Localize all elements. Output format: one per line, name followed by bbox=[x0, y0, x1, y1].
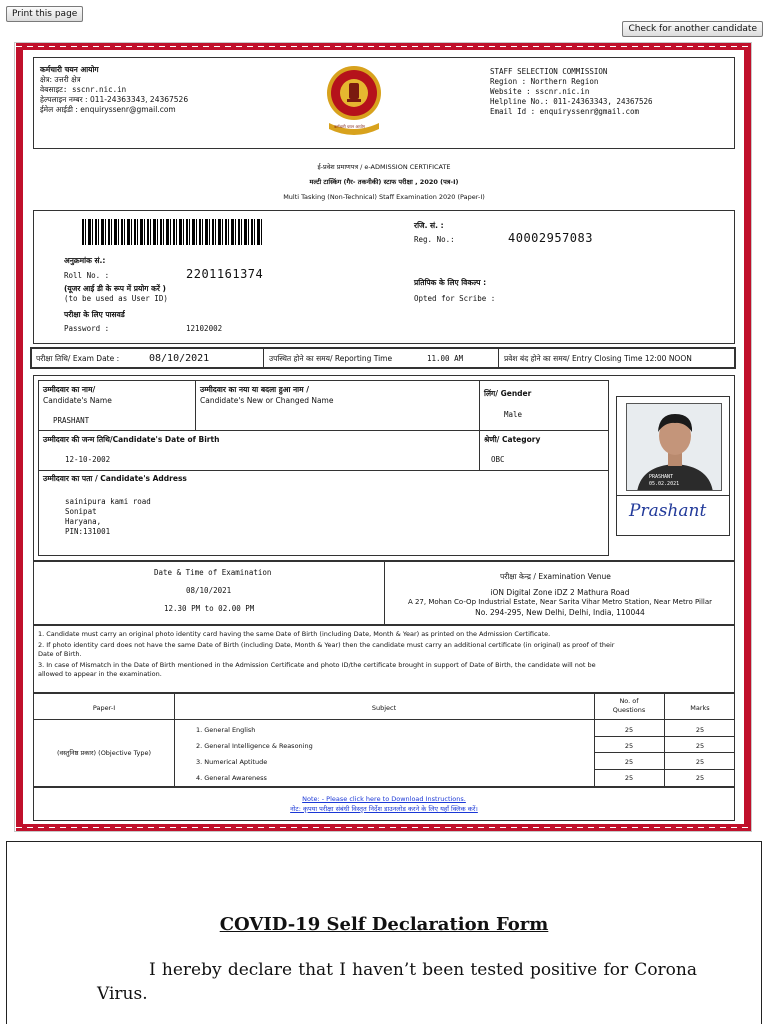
marks-row-4: 25 bbox=[695, 774, 705, 782]
roll-no-label-hi: अनुक्रमांक सं.: bbox=[64, 256, 106, 265]
header-right-line-1: STAFF SELECTION COMMISSION bbox=[490, 67, 608, 76]
exam-time-text: 12.30 PM to 02.00 PM bbox=[164, 604, 255, 613]
gender-label: लिंग/ Gender bbox=[484, 389, 532, 398]
ssc-seal-logo bbox=[325, 63, 383, 139]
gender-value: Male bbox=[504, 410, 523, 419]
print-page-button[interactable]: Print this page bbox=[6, 6, 83, 22]
questions-row-3: 25 bbox=[624, 758, 634, 766]
password-label-en: Password : bbox=[64, 324, 110, 333]
candidate-details-table bbox=[38, 380, 609, 556]
dob-value: 12-10-2002 bbox=[65, 455, 111, 464]
header-right-line-3: Website : sscnr.nic.in bbox=[490, 87, 590, 96]
title-line-2: मल्टी टास्किंग (गैर- तकनीकी) स्टाफ परीक्षा , 2020 (पत्र-I) bbox=[309, 178, 459, 186]
marks-row-2: 25 bbox=[695, 742, 705, 750]
category-label: श्रेणी/ Category bbox=[484, 435, 541, 444]
user-id-note-en: (to be used as User ID) bbox=[64, 294, 168, 303]
candidate-name-value: PRASHANT bbox=[53, 416, 90, 425]
questions-row-4: 25 bbox=[624, 774, 634, 782]
dob-label: उम्मीदवार की जन्म तिथि/Candidate's Date of Birth bbox=[43, 435, 220, 444]
exam-date-label: परीक्षा तिथि/ Exam Date : bbox=[36, 354, 120, 363]
venue-line-2: A 27, Mohan Co-Op Industrial Estate, Near Sarita Vihar Metro Station, Near Metro Pillar bbox=[407, 598, 713, 606]
reporting-time-label: उपस्थित होने का समय/ Reporting Time bbox=[269, 354, 393, 363]
instruction-1: 1. Candidate must carry an original photo identity card having the same Date of Birth (including Date, Month & Year) as printed on the Admission Certificate. bbox=[38, 630, 551, 638]
instructions-box bbox=[33, 625, 735, 693]
header-left-line-1: कर्मचारी चयन आयोग bbox=[40, 65, 99, 74]
reporting-time-value: 11.00 AM bbox=[427, 354, 464, 363]
category-value: OBC bbox=[491, 455, 505, 464]
candidate-signature: Prashant bbox=[629, 501, 707, 521]
exam-date-text: 08/10/2021 bbox=[186, 586, 232, 595]
marks-row-3: 25 bbox=[695, 758, 705, 766]
title-line-3: Multi Tasking (Non-Technical) Staff Examination 2020 (Paper-I) bbox=[283, 193, 485, 201]
new-name-label-en: Candidate's New or Changed Name bbox=[200, 396, 334, 405]
registration-box bbox=[33, 210, 735, 344]
questions-header-1: No. of bbox=[619, 697, 639, 705]
exam-date-value: 08/10/2021 bbox=[149, 353, 210, 364]
candidate-photo bbox=[626, 403, 722, 491]
subject-row-1: 1. General English bbox=[196, 726, 256, 734]
address-line-2: Sonipat bbox=[65, 507, 97, 516]
exam-date-row bbox=[30, 347, 736, 369]
address-line-1: sainipura kami road bbox=[65, 497, 151, 506]
paper-type: (वस्तुनिष्ठ प्रकार) (Objective Type) bbox=[56, 749, 152, 757]
covid-declaration-form bbox=[6, 841, 762, 1024]
subjects-table bbox=[33, 693, 735, 787]
reg-no-label-en: Reg. No.: bbox=[414, 235, 455, 244]
candidate-name-label-hi: उम्मीदवार का नाम/ bbox=[43, 385, 96, 394]
questions-row-2: 25 bbox=[624, 742, 634, 750]
covid-declaration-text: I hereby declare that I haven’t been tested positive for Corona Virus. bbox=[97, 960, 697, 1004]
paper-header: Paper-I bbox=[92, 704, 116, 712]
subject-row-2: 2. General Intelligence & Reasoning bbox=[196, 742, 313, 750]
exam-datetime-label: Date & Time of Examination bbox=[154, 568, 272, 577]
download-instructions-link-en[interactable]: Note: - Please click here to Download Instructions. bbox=[302, 795, 466, 803]
questions-header-2: Questions bbox=[612, 706, 646, 714]
photo-frame bbox=[616, 396, 730, 536]
instruction-3-cont: allowed to appear in the examination. bbox=[38, 670, 162, 678]
barcode bbox=[82, 219, 264, 245]
password-value: 12102002 bbox=[186, 324, 223, 333]
roll-no-label-en: Roll No. : bbox=[64, 271, 110, 280]
instruction-2: 2. If photo identity card does not have the same Date of Birth (including Date, Month & Year) then the candidate must carry an additional certificate (in original) as proof of their bbox=[38, 641, 615, 649]
venue-line-3: No. 294-295, New Delhi, Delhi, India, 110044 bbox=[475, 608, 645, 617]
admission-certificate bbox=[16, 43, 751, 831]
password-label-hi: परीक्षा के लिए पासवर्ड bbox=[64, 310, 125, 319]
photo-caption-name: PRASHANT bbox=[649, 474, 674, 480]
subject-row-4: 4. General Awareness bbox=[196, 774, 267, 782]
exam-schedule-box bbox=[33, 561, 735, 625]
marks-header: Marks bbox=[690, 704, 710, 712]
instruction-3: 3. In case of Mismatch in the Date of Birth mentioned in the Admission Certificate and photo ID/the certificate brought in support of Date of Birth, the candidate will not be bbox=[38, 661, 596, 669]
subject-header: Subject bbox=[371, 704, 397, 712]
scribe-label-hi: प्रतिपिक के लिए विकल्प : bbox=[414, 278, 487, 287]
header-box bbox=[33, 57, 735, 149]
reg-no-label-hi: रजि. सं. : bbox=[414, 221, 444, 230]
roll-no-value: 2201161374 bbox=[186, 267, 264, 281]
header-left-line-3: वेबसाइट: sscnr.nic.in bbox=[40, 85, 127, 94]
header-left-line-2: क्षेत्र: उत्तरी क्षेत्र bbox=[40, 75, 81, 84]
user-id-note-hi: (यूजर आई डी के रूप में प्रयोग करें ) bbox=[64, 284, 166, 293]
subject-row-3: 3. Numerical Aptitude bbox=[196, 758, 268, 766]
photo-caption-date: 05.02.2021 bbox=[649, 481, 680, 487]
header-right-line-5: Email Id : enquiryssenr@gmail.com bbox=[490, 107, 640, 116]
header-left-line-5: ईमेल आईडी : enquiryssenr@gmail.com bbox=[40, 105, 176, 114]
entry-closing-time: प्रवेश बंद होने का समय/ Entry Closing Time 12:00 NOON bbox=[504, 354, 692, 363]
questions-row-1: 25 bbox=[624, 726, 634, 734]
check-another-candidate-button[interactable]: Check for another candidate bbox=[622, 21, 763, 37]
header-right-line-4: Helpline No.: 011-24363343, 24367526 bbox=[490, 97, 653, 106]
header-left-line-4: हेल्पलाइन नम्बर : 011-24363343, 24367526 bbox=[40, 95, 189, 104]
scribe-label-en: Opted for Scribe : bbox=[414, 294, 496, 303]
marks-row-1: 25 bbox=[695, 726, 705, 734]
covid-form-title: COVID-19 Self Declaration Form bbox=[219, 914, 549, 935]
download-instructions-link-hi[interactable]: नोट: कृपया परीक्षा संबंधी विस्तृत निर्देश डाउनलोड करने के लिए यहाँ क्लिक करें। bbox=[290, 805, 478, 813]
address-label: उम्मीदवार का पता / Candidate's Address bbox=[43, 474, 187, 483]
links-box bbox=[33, 787, 735, 821]
candidate-section bbox=[33, 375, 735, 561]
title-line-1: ई-प्रवेश प्रमाणपत्र / e-ADMISSION CERTIFICATE bbox=[317, 163, 451, 171]
candidate-name-label-en: Candidate's Name bbox=[43, 396, 112, 405]
seal-text: कर्मचारी चयन आयोग bbox=[334, 124, 366, 129]
new-name-label-hi: उम्मीदवार का नया या बदला हुआ नाम / bbox=[200, 385, 309, 394]
venue-line-1: iON Digital Zone iDZ 2 Mathura Road bbox=[490, 588, 630, 597]
instruction-2-cont: Date of Birth. bbox=[38, 650, 82, 658]
address-line-3: Haryana, bbox=[65, 517, 102, 526]
header-right-line-2: Region : Northern Region bbox=[490, 77, 599, 86]
reg-no-value: 40002957083 bbox=[508, 231, 593, 245]
venue-label: परीक्षा केन्द्र / Examination Venue bbox=[500, 572, 611, 581]
address-line-4: PIN:131001 bbox=[65, 527, 111, 536]
